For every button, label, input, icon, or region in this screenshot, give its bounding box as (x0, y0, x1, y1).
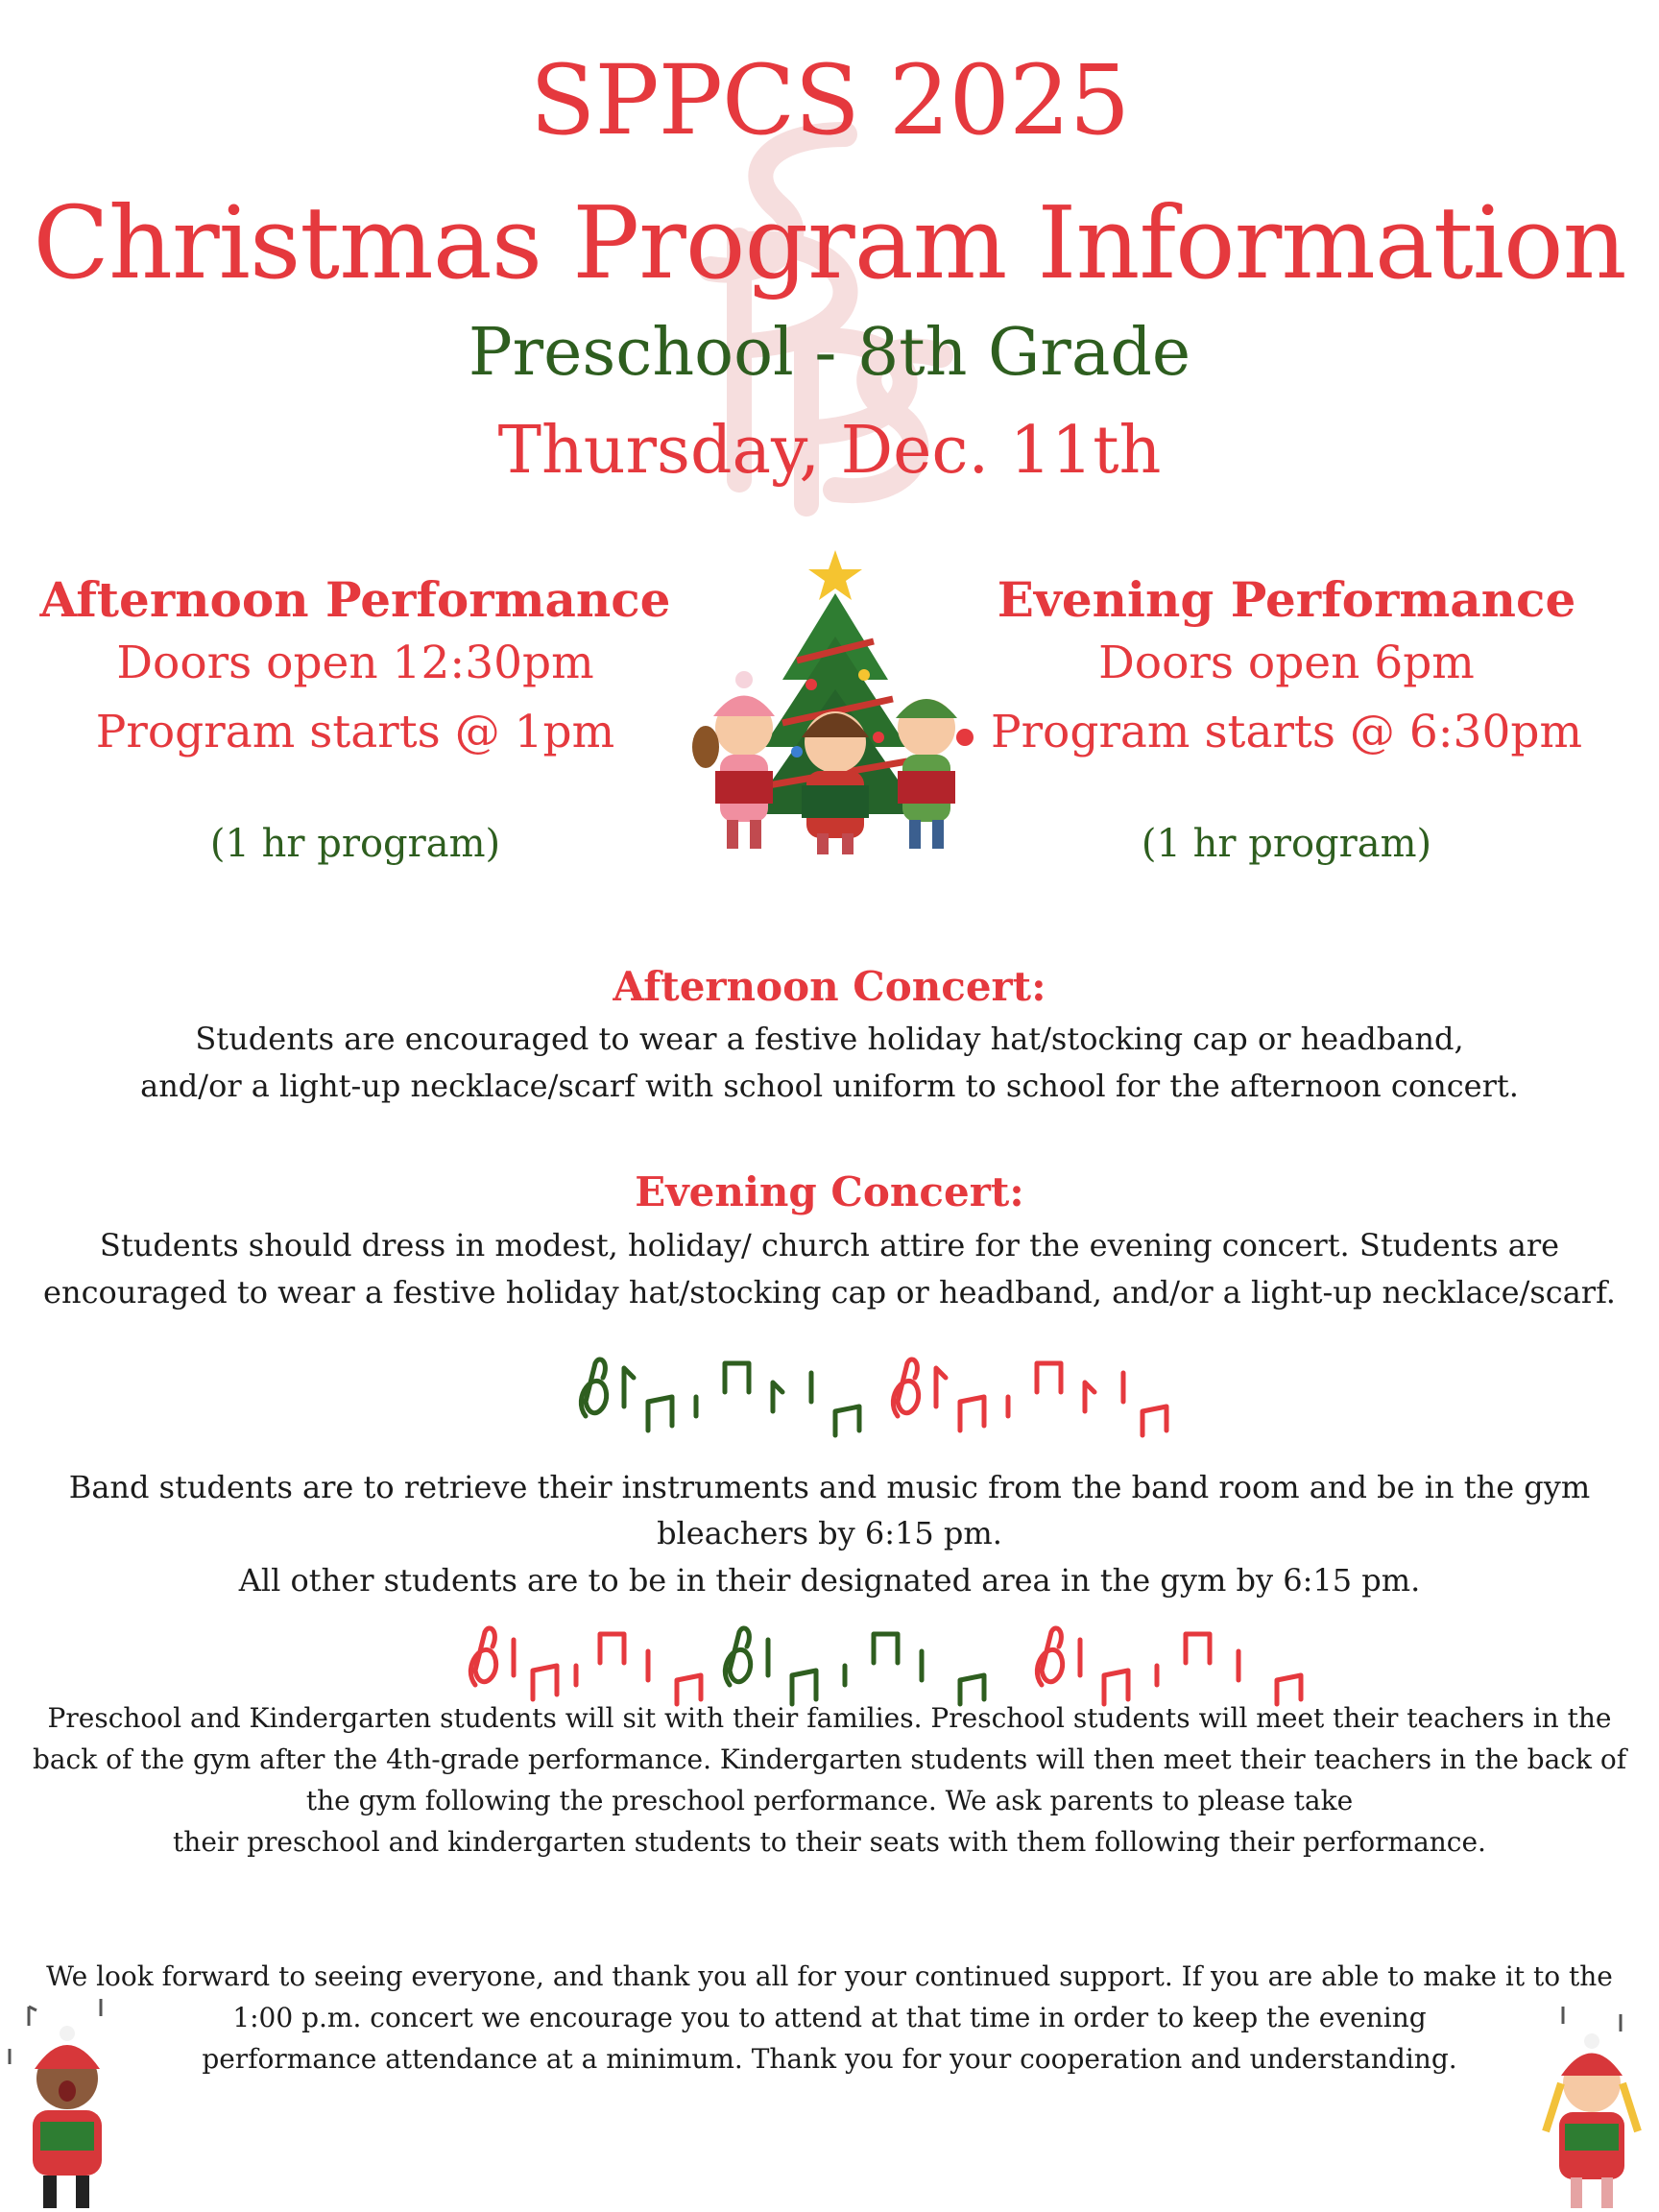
page-title-line2: Christmas Program Information (33, 184, 1626, 301)
evening-program-length: (1 hr program) (1141, 822, 1432, 866)
afternoon-doors-open: Doors open 12:30pm (116, 637, 594, 689)
evening-performance-block (960, 571, 1613, 868)
program-date: Thursday, Dec. 11th (497, 413, 1162, 489)
evening-concert-line1: Students should dress in modest, holiday/ church attire for the evening concert. Students are (99, 1227, 1560, 1263)
afternoon-concert-line1: Students are encouraged to wear a festive holiday hat/stocking cap or headband, (195, 1021, 1464, 1057)
closing-line1: We look forward to seeing everyone, and thank you all for your continued support. If you are able to make it to the (46, 1960, 1613, 1992)
evening-concert-heading: Evening Concert: (635, 1168, 1024, 1215)
closing-line2: 1:00 p.m. concert we encourage you to attend at that time in order to keep the evening (232, 2002, 1427, 2033)
preschool-info-line2: back of the gym after the 4th-grade performance. Kindergarten students will then meet their teachers in the back of (32, 1743, 1627, 1775)
preschool-info-line3: the gym following the preschool performance. We ask parents to please take (305, 1785, 1354, 1816)
afternoon-concert-heading: Afternoon Concert: (613, 963, 1046, 1010)
music-notes-icon (566, 1349, 1181, 1455)
afternoon-concert-line2: and/or a light-up necklace/scarf with school uniform to school for the afternoon concert. (140, 1068, 1519, 1104)
preschool-info-line4: their preschool and kindergarten students to their seats with them following their performance. (173, 1826, 1486, 1858)
christmas-tree-carolers-icon (686, 545, 984, 862)
band-info-line3: All other students are to be in their designated area in the gym by 6:15 pm. (238, 1562, 1421, 1599)
band-info-line1: Band students are to retrieve their instruments and music from the band room and be in the gym (68, 1469, 1591, 1505)
preschool-info-line1: Preschool and Kindergarten students will sit with their families. Preschool students will meet their teachers in the (47, 1702, 1612, 1734)
page-title-line1: SPPCS 2025 (529, 44, 1130, 156)
caroler-girl-icon (1525, 1987, 1659, 2212)
band-info-line2: bleachers by 6:15 pm. (657, 1515, 1002, 1551)
afternoon-performance-block (29, 571, 682, 868)
closing-line3: performance attendance at a minimum. Thank you for your cooperation and understanding. (202, 2043, 1457, 2075)
afternoon-program-start: Program starts @ 1pm (95, 706, 615, 758)
afternoon-performance-heading: Afternoon Performance (39, 571, 671, 628)
evening-doors-open: Doors open 6pm (1098, 637, 1475, 689)
caroler-boy-icon (0, 1987, 144, 2212)
grade-range-subtitle: Preschool - 8th Grade (468, 315, 1191, 391)
evening-performance-heading: Evening Performance (997, 571, 1576, 628)
evening-program-start: Program starts @ 6:30pm (990, 706, 1583, 758)
afternoon-program-length: (1 hr program) (209, 822, 501, 866)
evening-concert-line2: encouraged to wear a festive holiday hat/stocking cap or headband, and/or a light-up necklace/scarf. (43, 1274, 1616, 1310)
